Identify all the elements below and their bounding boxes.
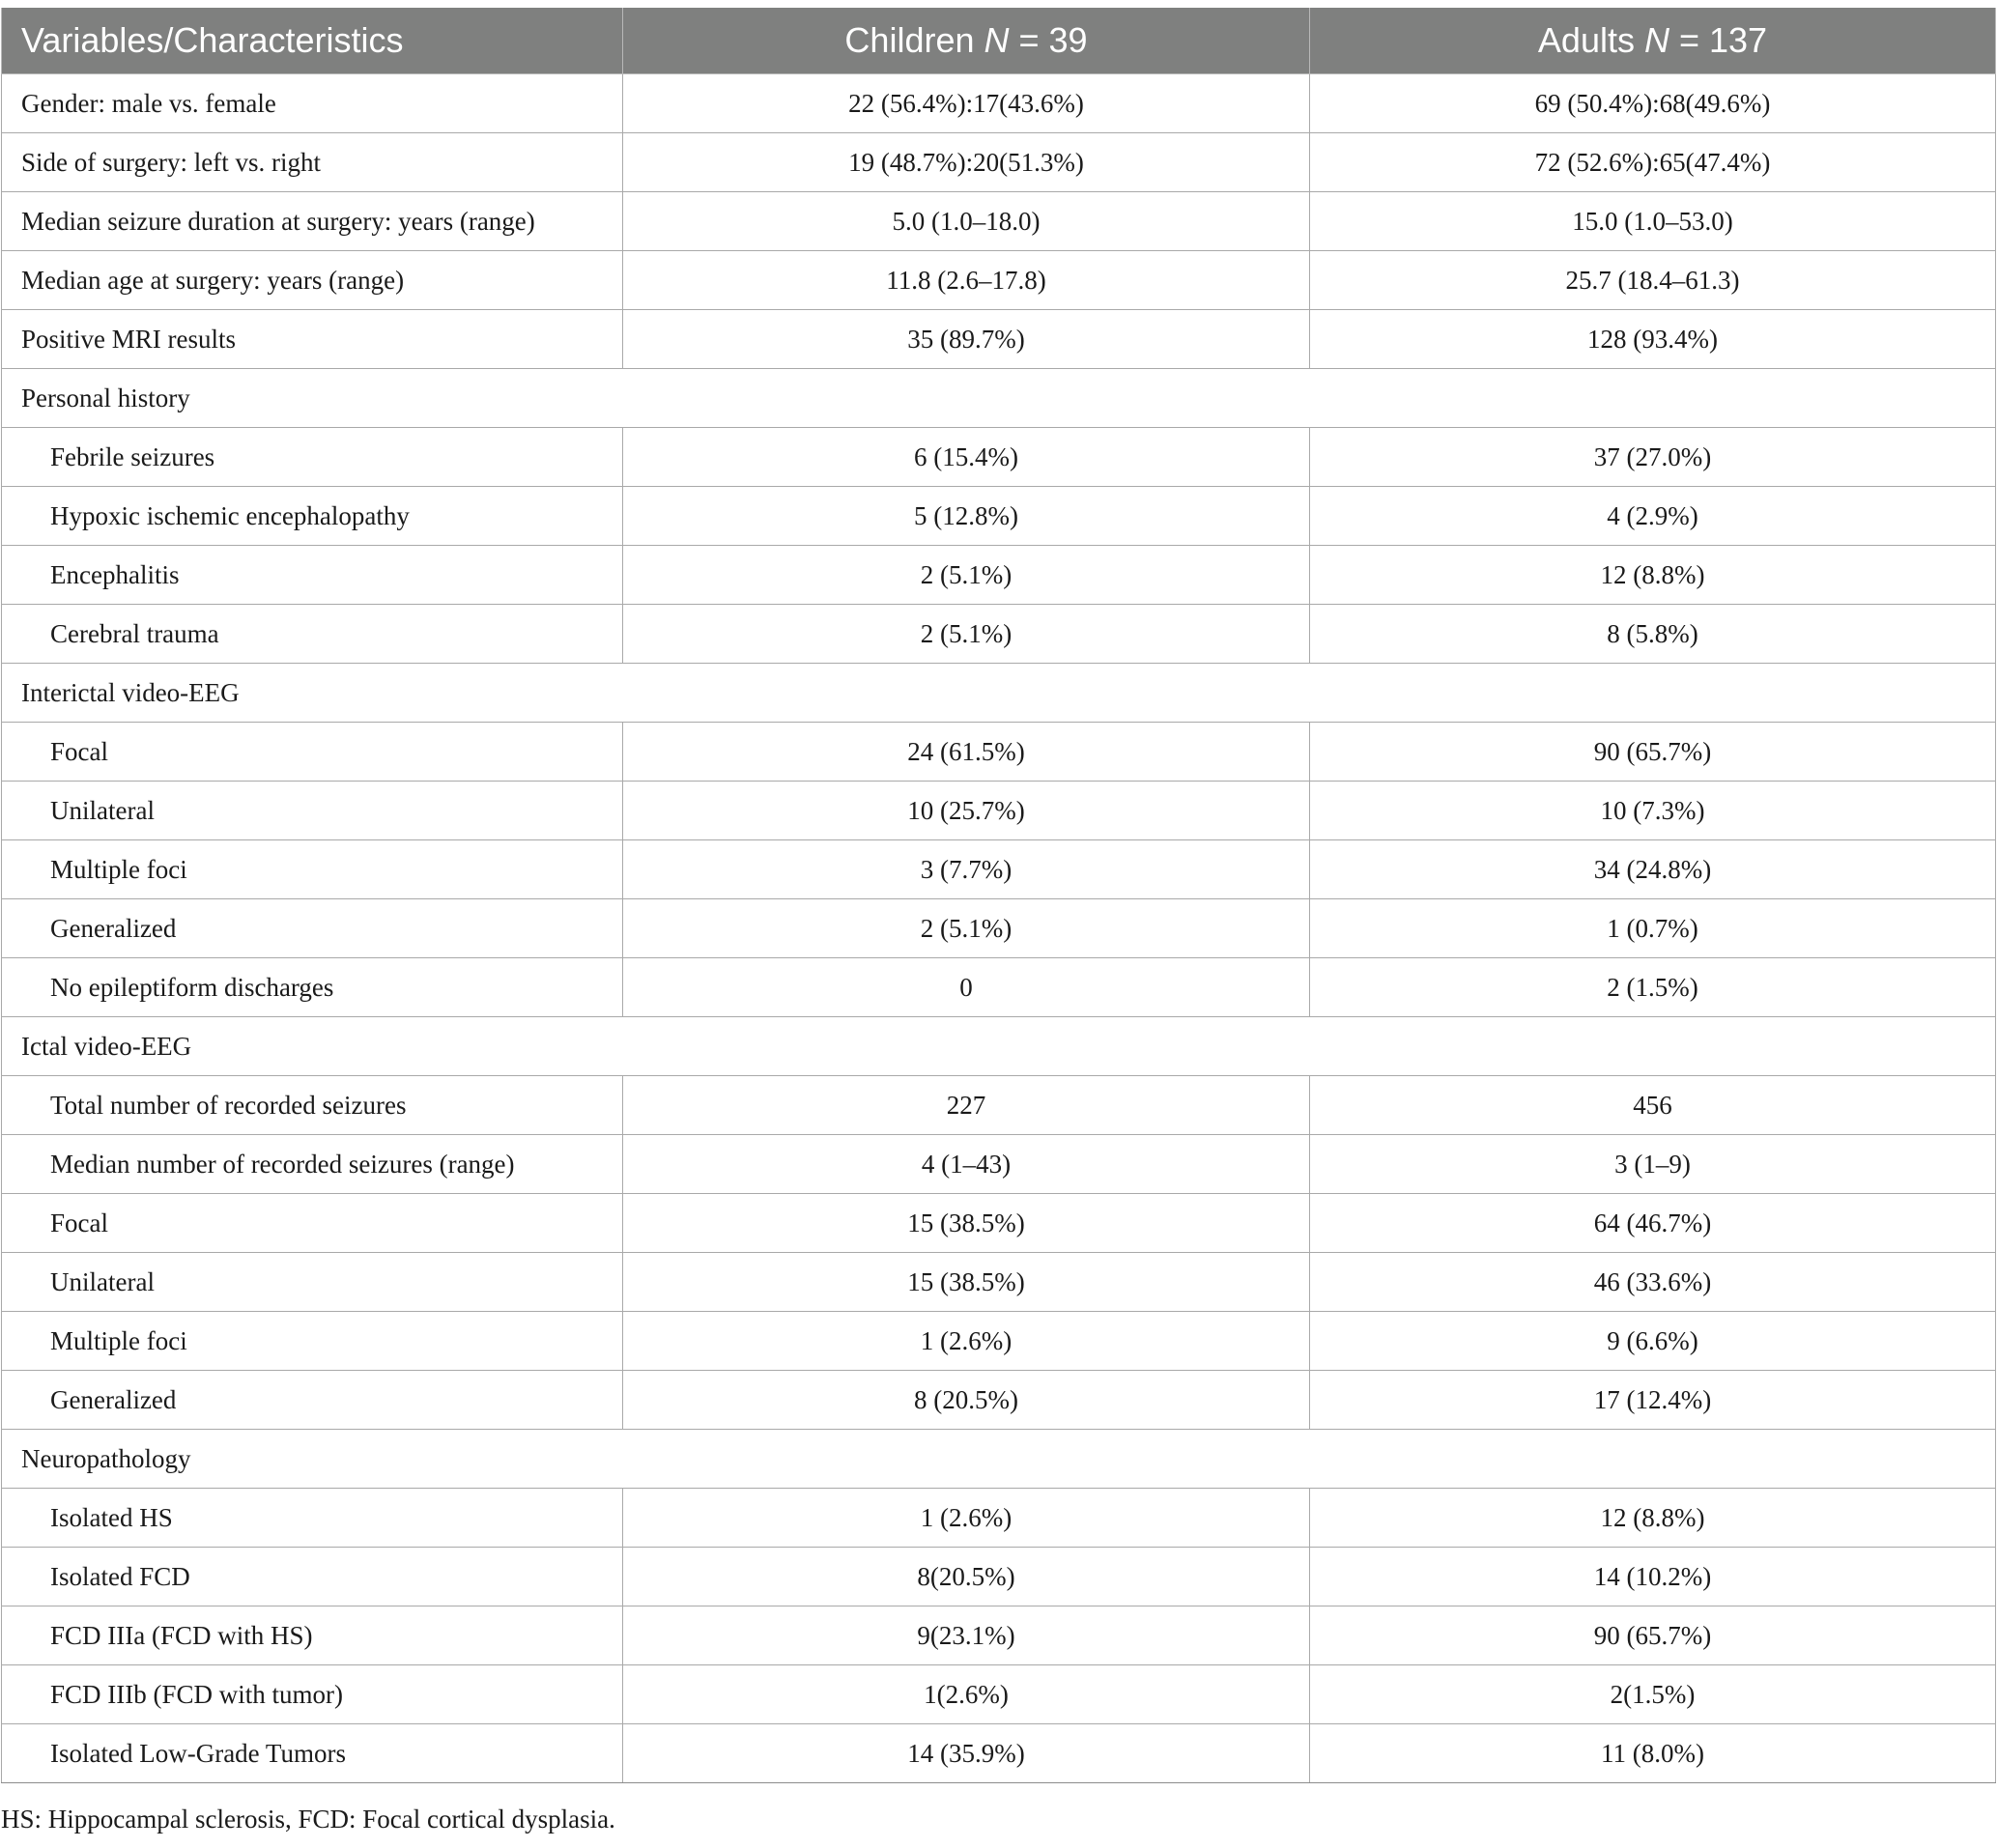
row-label: Isolated FCD xyxy=(2,1548,623,1606)
children-value: 22 (56.4%):17(43.6%) xyxy=(623,74,1310,133)
row-label: Median seizure duration at surgery: years (range) xyxy=(2,192,623,251)
adults-value: 3 (1–9) xyxy=(1310,1135,1996,1194)
row-label: Focal xyxy=(2,1194,623,1253)
children-value: 6 (15.4%) xyxy=(623,428,1310,487)
empty-cell xyxy=(623,664,1310,723)
table-row xyxy=(2,428,1996,487)
row-label: Median age at surgery: years (range) xyxy=(2,251,623,310)
row-label: Generalized xyxy=(2,1371,623,1430)
adults-value: 9 (6.6%) xyxy=(1310,1312,1996,1371)
header-children xyxy=(623,8,1310,74)
row-label: Encephalitis xyxy=(2,546,623,605)
children-value: 8(20.5%) xyxy=(623,1548,1310,1606)
header-children-prefix: Children xyxy=(844,20,984,60)
table-row xyxy=(2,899,1996,958)
adults-value: 90 (65.7%) xyxy=(1310,1606,1996,1665)
children-value: 5 (12.8%) xyxy=(623,487,1310,546)
section-row-interictal-eeg xyxy=(2,664,1996,723)
adults-value: 37 (27.0%) xyxy=(1310,428,1996,487)
adults-value: 14 (10.2%) xyxy=(1310,1548,1996,1606)
row-label: Gender: male vs. female xyxy=(2,74,623,133)
empty-cell xyxy=(623,1017,1310,1076)
children-value: 4 (1–43) xyxy=(623,1135,1310,1194)
row-label: Cerebral trauma xyxy=(2,605,623,664)
table-row xyxy=(2,1312,1996,1371)
table-row xyxy=(2,1076,1996,1135)
children-value: 15 (38.5%) xyxy=(623,1253,1310,1312)
children-value: 9(23.1%) xyxy=(623,1606,1310,1665)
header-row xyxy=(2,8,1996,74)
children-value: 1 (2.6%) xyxy=(623,1489,1310,1548)
children-value: 3 (7.7%) xyxy=(623,840,1310,899)
row-label: FCD IIIa (FCD with HS) xyxy=(2,1606,623,1665)
children-value: 35 (89.7%) xyxy=(623,310,1310,369)
section-label: Ictal video-EEG xyxy=(2,1017,623,1076)
children-value: 2 (5.1%) xyxy=(623,546,1310,605)
header-children-suffix: = 39 xyxy=(1009,20,1088,60)
table-row xyxy=(2,192,1996,251)
table-row xyxy=(2,1135,1996,1194)
children-value: 10 (25.7%) xyxy=(623,782,1310,840)
header-adults-suffix: = 137 xyxy=(1669,20,1768,60)
adults-value: 15.0 (1.0–53.0) xyxy=(1310,192,1996,251)
children-value: 14 (35.9%) xyxy=(623,1724,1310,1783)
data-table-container xyxy=(1,8,1995,1783)
children-value: 1 (2.6%) xyxy=(623,1312,1310,1371)
children-value: 11.8 (2.6–17.8) xyxy=(623,251,1310,310)
children-value: 8 (20.5%) xyxy=(623,1371,1310,1430)
adults-value: 4 (2.9%) xyxy=(1310,487,1996,546)
table-row xyxy=(2,546,1996,605)
header-children-n: N xyxy=(984,20,1010,60)
table-row xyxy=(2,840,1996,899)
table-header xyxy=(2,8,1996,74)
row-label: Multiple foci xyxy=(2,840,623,899)
children-value: 24 (61.5%) xyxy=(623,723,1310,782)
adults-value: 1 (0.7%) xyxy=(1310,899,1996,958)
header-variables: Variables/Characteristics xyxy=(2,8,623,74)
row-label: Isolated HS xyxy=(2,1489,623,1548)
header-adults-prefix: Adults xyxy=(1537,20,1644,60)
table-row xyxy=(2,723,1996,782)
section-label: Interictal video-EEG xyxy=(2,664,623,723)
adults-value: 69 (50.4%):68(49.6%) xyxy=(1310,74,1996,133)
children-value: 19 (48.7%):20(51.3%) xyxy=(623,133,1310,192)
children-value: 227 xyxy=(623,1076,1310,1135)
section-row-neuropathology xyxy=(2,1430,1996,1489)
adults-value: 17 (12.4%) xyxy=(1310,1371,1996,1430)
table-row xyxy=(2,1724,1996,1783)
row-label: Unilateral xyxy=(2,1253,623,1312)
table-row xyxy=(2,1489,1996,1548)
table-row xyxy=(2,605,1996,664)
empty-cell xyxy=(1310,1017,1996,1076)
row-label: Febrile seizures xyxy=(2,428,623,487)
table-row xyxy=(2,1606,1996,1665)
table-row xyxy=(2,1665,1996,1724)
row-label: Total number of recorded seizures xyxy=(2,1076,623,1135)
table-body xyxy=(2,74,1996,1783)
row-label: Median number of recorded seizures (range) xyxy=(2,1135,623,1194)
table-row xyxy=(2,487,1996,546)
adults-value: 8 (5.8%) xyxy=(1310,605,1996,664)
table-row xyxy=(2,1548,1996,1606)
children-value: 1(2.6%) xyxy=(623,1665,1310,1724)
adults-value: 12 (8.8%) xyxy=(1310,1489,1996,1548)
table-row xyxy=(2,251,1996,310)
adults-value: 25.7 (18.4–61.3) xyxy=(1310,251,1996,310)
header-adults-n: N xyxy=(1643,20,1669,60)
table-row xyxy=(2,1371,1996,1430)
row-label: Generalized xyxy=(2,899,623,958)
section-row-ictal-eeg xyxy=(2,1017,1996,1076)
table-row xyxy=(2,1194,1996,1253)
row-label: Positive MRI results xyxy=(2,310,623,369)
children-value: 0 xyxy=(623,958,1310,1017)
row-label: Multiple foci xyxy=(2,1312,623,1371)
table-row xyxy=(2,958,1996,1017)
children-value: 2 (5.1%) xyxy=(623,605,1310,664)
empty-cell xyxy=(623,1430,1310,1489)
section-label: Personal history xyxy=(2,369,623,428)
row-label: Hypoxic ischemic encephalopathy xyxy=(2,487,623,546)
empty-cell xyxy=(1310,369,1996,428)
adults-value: 10 (7.3%) xyxy=(1310,782,1996,840)
table-row xyxy=(2,133,1996,192)
children-value: 5.0 (1.0–18.0) xyxy=(623,192,1310,251)
row-label: Unilateral xyxy=(2,782,623,840)
adults-value: 64 (46.7%) xyxy=(1310,1194,1996,1253)
adults-value: 2(1.5%) xyxy=(1310,1665,1996,1724)
adults-value: 456 xyxy=(1310,1076,1996,1135)
table-footnote: HS: Hippocampal sclerosis, FCD: Focal cortical dysplasia. xyxy=(1,1805,615,1834)
header-adults xyxy=(1310,8,1996,74)
row-label: Side of surgery: left vs. right xyxy=(2,133,623,192)
adults-value: 46 (33.6%) xyxy=(1310,1253,1996,1312)
table-row xyxy=(2,782,1996,840)
adults-value: 11 (8.0%) xyxy=(1310,1724,1996,1783)
table-row xyxy=(2,310,1996,369)
children-value: 15 (38.5%) xyxy=(623,1194,1310,1253)
children-value: 2 (5.1%) xyxy=(623,899,1310,958)
characteristics-table xyxy=(1,8,1996,1783)
section-row-personal-history xyxy=(2,369,1996,428)
adults-value: 128 (93.4%) xyxy=(1310,310,1996,369)
adults-value: 90 (65.7%) xyxy=(1310,723,1996,782)
empty-cell xyxy=(1310,1430,1996,1489)
row-label: FCD IIIb (FCD with tumor) xyxy=(2,1665,623,1724)
row-label: Focal xyxy=(2,723,623,782)
empty-cell xyxy=(1310,664,1996,723)
row-label: No epileptiform discharges xyxy=(2,958,623,1017)
adults-value: 12 (8.8%) xyxy=(1310,546,1996,605)
table-row xyxy=(2,1253,1996,1312)
adults-value: 34 (24.8%) xyxy=(1310,840,1996,899)
empty-cell xyxy=(623,369,1310,428)
section-label: Neuropathology xyxy=(2,1430,623,1489)
adults-value: 72 (52.6%):65(47.4%) xyxy=(1310,133,1996,192)
adults-value: 2 (1.5%) xyxy=(1310,958,1996,1017)
table-row xyxy=(2,74,1996,133)
row-label: Isolated Low-Grade Tumors xyxy=(2,1724,623,1783)
